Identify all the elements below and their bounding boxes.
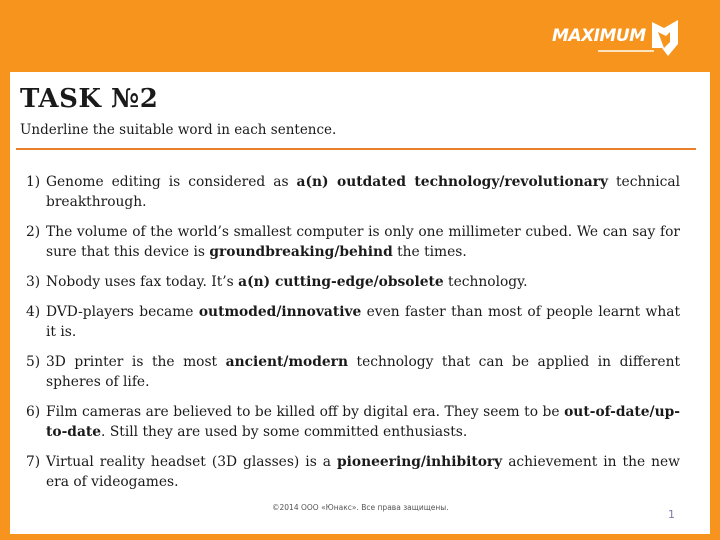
word-choice: a(n) cutting-edge/obsolete [238, 274, 444, 290]
sentence-start: Virtual reality headset (3D glasses) is a [46, 454, 337, 470]
sentence-end: achievement in the new era of videogames. [46, 454, 680, 490]
logo-underline [598, 50, 654, 52]
logo-owl-icon [648, 18, 682, 58]
sentence-start: Film cameras are believed to be killed off by digital era. They seem to be [46, 404, 565, 420]
word-choice: outmoded/innovative [198, 304, 362, 320]
logo-text: MAXIMUM [552, 26, 646, 46]
list-item [26, 172, 680, 212]
maximum-logo [552, 18, 692, 62]
sentence-start: Genome editing is considered as [46, 174, 297, 190]
list-item [26, 452, 680, 492]
sentence-end: . Still they are used by some committed enthusiasts. [101, 424, 468, 440]
item-number: 1) [26, 174, 41, 190]
sentence-list [26, 172, 680, 502]
page-number: 1 [668, 508, 675, 521]
sentence-end: even faster than most of people learnt what it is. [46, 304, 680, 340]
word-choice: a(n) outdated technology/revolutionary [296, 174, 608, 190]
right-border [710, 72, 720, 540]
sentence-end: technical breakthrough. [46, 174, 680, 210]
copyright-footer: ©2014 ООО «Юнакс». Все права защищены. [272, 503, 449, 512]
list-item [26, 222, 680, 262]
sentence-end: technology. [443, 274, 528, 290]
sentence-end: the times. [392, 244, 467, 260]
sentence-start: The volume of the world’s smallest computer is only one millimeter cubed. We can say for sure that this device is [46, 224, 680, 260]
bottom-border [0, 534, 720, 540]
instruction-text: Underline the suitable word in each sentence. [20, 122, 337, 138]
list-item [26, 272, 680, 292]
item-number: 6) [26, 404, 41, 420]
list-item [26, 302, 680, 342]
item-number: 4) [26, 304, 41, 320]
list-item [26, 352, 680, 392]
sentence-start: 3D printer is the most [46, 354, 226, 370]
item-number: 3) [26, 274, 41, 290]
divider-line [16, 148, 696, 150]
left-border [0, 72, 10, 540]
word-choice: out-of-date/up-to-date [46, 404, 680, 440]
slide-title: TASK №2 [20, 84, 159, 114]
list-item [26, 402, 680, 442]
item-number: 5) [26, 354, 41, 370]
word-choice: pioneering/inhibitory [337, 454, 503, 470]
sentence-start: DVD-players became [46, 304, 199, 320]
item-number: 2) [26, 224, 41, 240]
word-choice: groundbreaking/behind [209, 244, 393, 260]
sentence-end: technology that can be applied in different spheres of life. [46, 354, 680, 390]
word-choice: ancient/modern [225, 354, 348, 370]
item-number: 7) [26, 454, 41, 470]
sentence-start: Nobody uses fax today. It’s [46, 274, 239, 290]
